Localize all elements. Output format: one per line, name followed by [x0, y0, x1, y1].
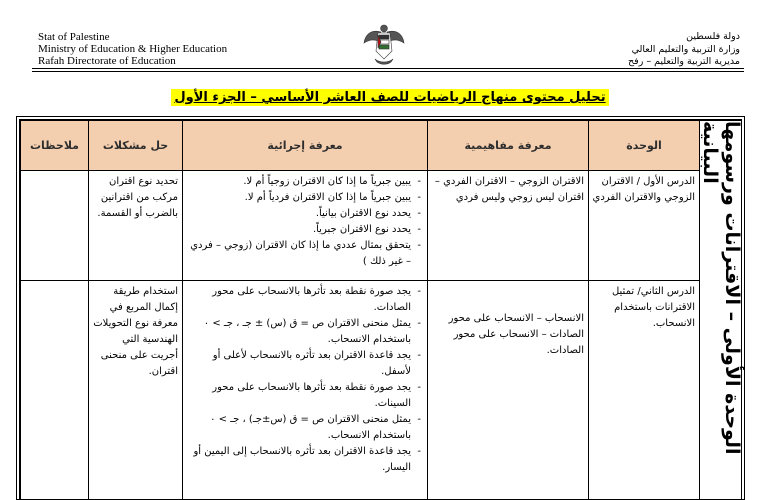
row2-problem-solving: استخدام طريقة إكمال المربع في معرفة نوع التحويلات الهندسية التي أجريت على منحنى اقتران. — [88, 280, 182, 500]
header-en-line-2: Ministry of Education & Higher Education — [38, 43, 228, 55]
header-ar-line-2: وزارة التربية والتعليم العالي — [631, 43, 740, 55]
row1-unit: الدرس الأول / الاقتران الزوجي والاقتران الفردي — [588, 170, 699, 280]
header-ar-line-1: دولة فلسطين — [686, 31, 740, 42]
list-item: - يجد صورة نقطة بعد تأثرها بالانسحاب على محور السينات. — [186, 380, 411, 412]
list-item: - يتحقق بمثال عددي ما إذا كان الاقتران (زوجي – فردي – غير ذلك ) — [186, 238, 411, 270]
vertical-unit-label — [699, 120, 742, 500]
row2-conceptual: الانسحاب – الانسحاب على محور الصادات – الانسحاب على محور الصادات. — [427, 280, 588, 500]
header-notes: ملاحظات — [20, 120, 88, 170]
row2-unit: الدرس الثاني/ تمثيل الاقترانات باستخدام الانسحاب. — [588, 280, 699, 500]
header-arabic — [628, 31, 740, 69]
page-title-text: تحليل محتوى منهاج الرياضيات للصف العاشر الأساسي – الجزء الأول — [171, 89, 608, 106]
list-item: - يمثل منحنى الاقتران ص = ق (س±جـ) ، جـ > ٠ باستخدام الانسحاب. — [186, 412, 411, 444]
list-item: - يمثل منحنى الاقتران ص = ق (س) ± جـ ، جـ > ٠ باستخدام الانسحاب. — [186, 316, 411, 348]
list-item: - يجد قاعدة الاقتران بعد تأثره بالانسحاب لأعلى أو لأسفل. — [186, 348, 411, 380]
palestine-eagle-emblem-icon — [361, 21, 407, 67]
list-item: - يجد صورة نقطة بعد تأثرها بالانسحاب على محور الصادات. — [186, 284, 411, 316]
header-en-line-3: Rafah Directorate of Education — [38, 55, 176, 67]
row2-procedural — [182, 280, 427, 500]
header-en-line-1: Stat of Palestine — [38, 31, 110, 43]
list-item: - يحدد نوع الاقتران بيانياً. — [186, 206, 411, 222]
row1-conceptual: الاقتران الزوجي – الاقتران الفردي – اقتران ليس زوجي وليس فردي — [427, 170, 588, 280]
vertical-unit-text: الوحدة الأولى – الاقترانات ورسومها البيانية — [699, 121, 743, 455]
row1-problem-solving: تحديد نوع اقتران مركب من اقترانين بالضرب أو القسمة. — [88, 170, 182, 280]
row1-procedural — [182, 170, 427, 280]
list-item: - يبين جبرياً ما إذا كان الاقتران زوجياً أم لا. — [186, 174, 411, 190]
header-problem-solving: حل مشكلات — [88, 120, 182, 170]
header-procedural: معرفة إجرائية — [182, 120, 427, 170]
header-conceptual: معرفة مفاهيمية — [427, 120, 588, 170]
list-item: - يحدد نوع الاقتران جبرياً. — [186, 222, 411, 238]
row2-notes — [20, 280, 88, 500]
page-title — [0, 86, 780, 106]
header-ar-line-3: مديرية التربية والتعليم – رفح — [628, 56, 740, 67]
curriculum-table — [16, 116, 745, 500]
row1-notes — [20, 170, 88, 280]
row2-procedural-list — [186, 284, 423, 476]
row1-procedural-list — [186, 174, 423, 270]
list-item: - يبين جبرياً ما إذا كان الاقتران فردياً أم لا. — [186, 190, 411, 206]
header-divider-bottom — [32, 71, 744, 72]
header-unit: الوحدة — [588, 120, 699, 170]
header-english — [38, 31, 227, 67]
list-item: - يجد قاعدة الاقتران بعد تأثره بالانسحاب إلى اليمين أو اليسار. — [186, 444, 411, 476]
header-divider-top — [32, 68, 744, 69]
